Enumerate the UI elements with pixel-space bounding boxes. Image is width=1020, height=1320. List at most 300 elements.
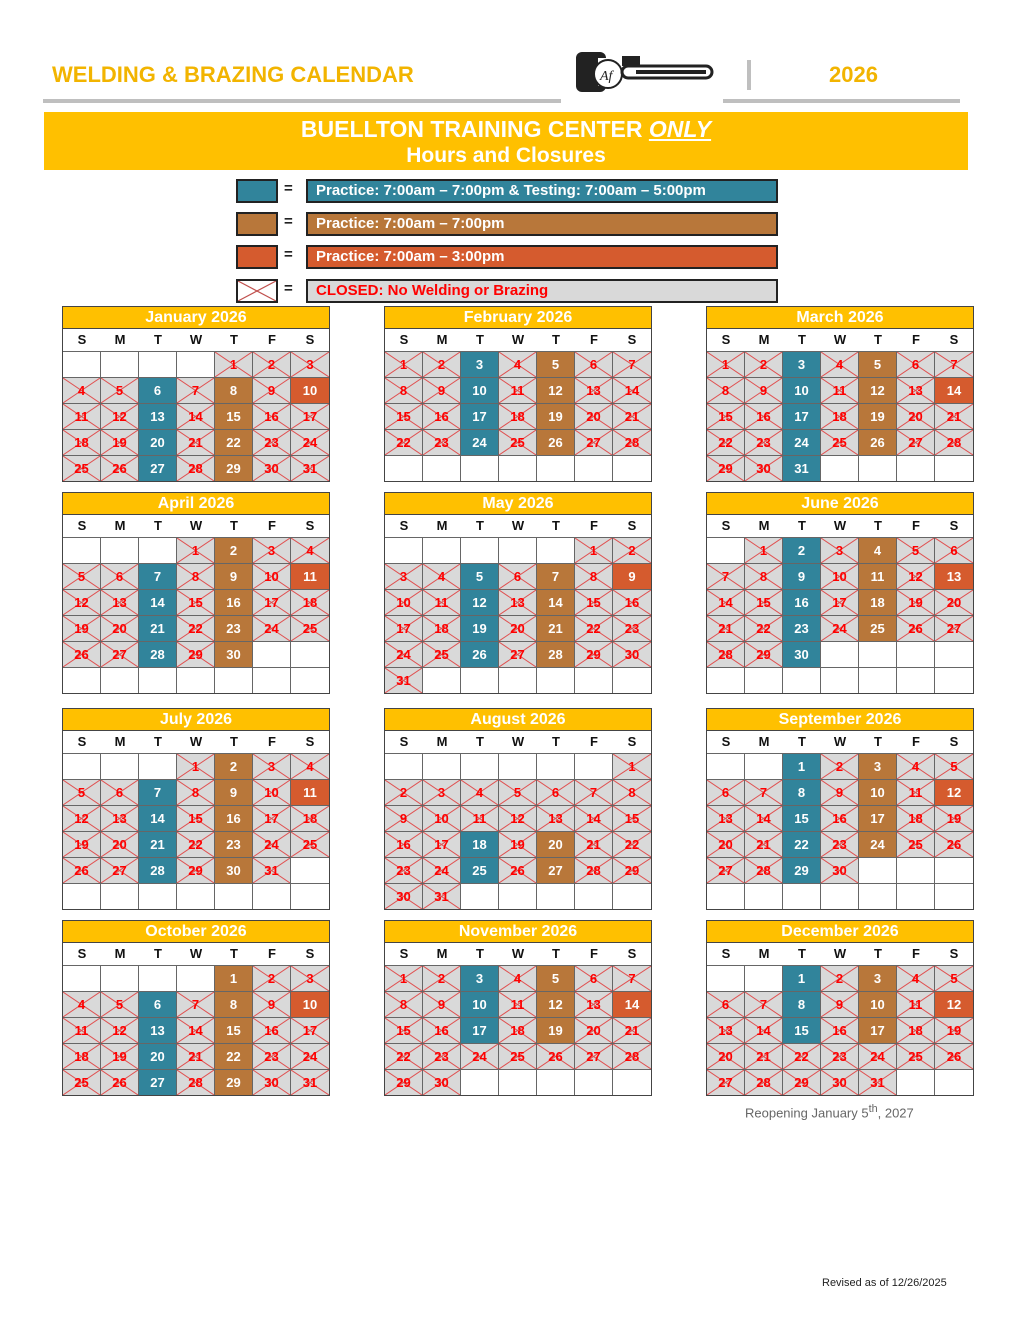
weekday-header xyxy=(706,942,974,965)
day-cell-closed xyxy=(575,1017,613,1043)
day-cell-closed xyxy=(423,965,461,991)
day-cell-closed xyxy=(253,991,291,1017)
empty-day-cell xyxy=(537,753,575,779)
day-cell-closed xyxy=(101,615,139,641)
day-cell-orange xyxy=(291,563,329,589)
day-number: 8 xyxy=(191,785,200,800)
day-number: 28 xyxy=(188,461,203,476)
day-number: 3 xyxy=(797,357,806,372)
weekday-label: T xyxy=(783,942,821,965)
day-cell-brown xyxy=(537,991,575,1017)
day-number: 18 xyxy=(434,621,449,636)
day-number: 28 xyxy=(624,1049,640,1064)
day-cell-closed xyxy=(745,563,783,589)
day-number: 8 xyxy=(721,383,730,398)
day-cell-closed xyxy=(177,641,215,667)
legend-swatch-closed xyxy=(236,279,278,303)
day-cell-closed xyxy=(291,537,329,563)
day-cell-closed xyxy=(499,641,537,667)
empty-day-cell xyxy=(745,667,783,693)
month-title: July 2026 xyxy=(62,708,330,730)
day-cell-closed xyxy=(423,403,461,429)
day-cell-closed xyxy=(177,857,215,883)
day-number: 21 xyxy=(756,1049,771,1064)
day-cell-brown xyxy=(859,563,897,589)
day-number: 23 xyxy=(226,837,241,852)
day-cell-orange xyxy=(935,377,973,403)
weekday-label: W xyxy=(821,328,859,351)
day-number: 3 xyxy=(437,785,446,800)
day-number: 1 xyxy=(191,543,200,558)
empty-day-cell xyxy=(63,537,101,563)
day-number: 17 xyxy=(302,409,318,424)
day-cell-orange xyxy=(291,779,329,805)
weekday-header xyxy=(384,730,652,753)
day-cell-teal xyxy=(783,563,821,589)
day-cell-brown xyxy=(215,831,253,857)
day-number: 11 xyxy=(832,383,847,398)
empty-day-cell xyxy=(935,883,973,909)
day-cell-closed xyxy=(935,831,973,857)
day-number: 22 xyxy=(624,837,640,852)
day-number: 20 xyxy=(548,837,563,852)
day-number: 30 xyxy=(434,1075,449,1090)
day-number: 12 xyxy=(548,997,563,1012)
day-cell-teal xyxy=(461,1017,499,1043)
day-cell-closed xyxy=(897,377,935,403)
month-calendar xyxy=(62,492,330,694)
day-number: 21 xyxy=(188,435,203,450)
day-number: 3 xyxy=(873,759,882,774)
day-cell-closed xyxy=(101,831,139,857)
day-cell-closed xyxy=(935,965,973,991)
day-number: 24 xyxy=(434,863,449,878)
weekday-label: W xyxy=(499,328,537,351)
weekday-label: T xyxy=(139,942,177,965)
day-number: 11 xyxy=(510,997,525,1012)
day-number: 29 xyxy=(188,647,203,662)
empty-day-cell xyxy=(423,667,461,693)
empty-day-cell xyxy=(575,667,613,693)
day-number: 11 xyxy=(510,383,525,398)
day-cell-brown xyxy=(537,857,575,883)
weekday-label: T xyxy=(139,514,177,537)
weekday-label: W xyxy=(499,730,537,753)
weekday-label: T xyxy=(859,328,897,351)
empty-day-cell xyxy=(139,965,177,991)
day-number: 20 xyxy=(946,595,962,610)
empty-day-cell xyxy=(537,455,575,481)
day-number: 6 xyxy=(911,357,920,372)
day-cell-closed xyxy=(499,377,537,403)
day-cell-closed xyxy=(575,377,613,403)
weekday-label: F xyxy=(575,942,613,965)
revised-note: Revised as of 12/26/2025 xyxy=(822,1277,947,1289)
day-number: 20 xyxy=(150,1049,165,1064)
day-cell-closed xyxy=(745,351,783,377)
weekday-header xyxy=(384,942,652,965)
day-number: 11 xyxy=(908,785,923,800)
day-cell-teal xyxy=(461,589,499,615)
day-cell-closed xyxy=(935,805,973,831)
day-number: 26 xyxy=(946,837,962,852)
day-cell-closed xyxy=(177,377,215,403)
day-number: 10 xyxy=(264,785,279,800)
empty-day-cell xyxy=(613,667,651,693)
day-cell-closed xyxy=(215,351,253,377)
day-number: 7 xyxy=(589,785,598,800)
day-cell-orange xyxy=(291,991,329,1017)
day-cell-closed xyxy=(707,429,745,455)
day-cell-closed xyxy=(613,779,651,805)
day-number: 2 xyxy=(399,785,408,800)
day-number: 4 xyxy=(513,357,522,372)
day-number: 12 xyxy=(112,1023,127,1038)
day-cell-closed xyxy=(253,857,291,883)
weekday-label: T xyxy=(139,730,177,753)
day-cell-closed xyxy=(385,667,423,693)
day-cell-closed xyxy=(63,1017,101,1043)
day-number: 22 xyxy=(718,435,733,450)
month-calendar xyxy=(384,708,652,910)
empty-day-cell xyxy=(745,883,783,909)
day-number: 23 xyxy=(756,435,771,450)
day-number: 26 xyxy=(908,621,923,636)
legend-text-closed: CLOSED: No Welding or Brazing xyxy=(306,279,778,303)
weekday-label: S xyxy=(613,730,651,753)
day-number: 25 xyxy=(74,461,89,476)
weekday-label: S xyxy=(935,328,973,351)
day-number: 27 xyxy=(946,621,962,636)
day-number: 25 xyxy=(870,621,885,636)
weekday-label: F xyxy=(253,514,291,537)
day-cell-brown xyxy=(859,831,897,857)
day-number: 15 xyxy=(226,409,241,424)
day-cell-teal xyxy=(461,615,499,641)
day-number: 6 xyxy=(153,997,162,1012)
day-cell-closed xyxy=(101,779,139,805)
day-number: 15 xyxy=(624,811,640,826)
day-cell-closed xyxy=(935,1017,973,1043)
day-cell-teal xyxy=(783,641,821,667)
weekday-label: T xyxy=(215,328,253,351)
weekday-label: M xyxy=(423,942,461,965)
day-cell-closed xyxy=(783,1043,821,1069)
day-cell-closed xyxy=(291,1017,329,1043)
day-number: 1 xyxy=(191,759,200,774)
empty-day-cell xyxy=(707,965,745,991)
day-cell-closed xyxy=(177,831,215,857)
day-number: 16 xyxy=(624,595,640,610)
day-cell-closed xyxy=(613,377,651,403)
day-number: 29 xyxy=(794,863,809,878)
weekday-label: T xyxy=(461,730,499,753)
day-cell-closed xyxy=(575,805,613,831)
day-number: 6 xyxy=(589,357,598,372)
empty-day-cell xyxy=(537,537,575,563)
day-number: 23 xyxy=(434,435,449,450)
day-cell-closed xyxy=(385,1043,423,1069)
legend-equals: = xyxy=(284,246,293,263)
day-cell-closed xyxy=(253,403,291,429)
empty-day-cell xyxy=(253,883,291,909)
weekday-label: S xyxy=(63,328,101,351)
day-number: 5 xyxy=(551,971,560,986)
empty-day-cell xyxy=(101,667,139,693)
day-number: 7 xyxy=(759,997,768,1012)
day-cell-closed xyxy=(897,779,935,805)
weekday-label: S xyxy=(63,514,101,537)
day-cell-teal xyxy=(139,455,177,481)
empty-day-cell xyxy=(575,1069,613,1095)
day-cell-closed xyxy=(745,991,783,1017)
day-number: 7 xyxy=(628,357,636,372)
day-cell-teal xyxy=(139,1069,177,1095)
day-number: 19 xyxy=(112,435,127,450)
weekday-label: W xyxy=(177,328,215,351)
legend-equals: = xyxy=(284,213,293,230)
day-number: 21 xyxy=(188,1049,203,1064)
legend-text-orange: Practice: 7:00am – 3:00pm xyxy=(306,245,778,269)
day-number: 4 xyxy=(835,357,844,372)
empty-day-cell xyxy=(935,1069,973,1095)
day-cell-closed xyxy=(821,991,859,1017)
day-cell-closed xyxy=(821,1069,859,1095)
day-number: 30 xyxy=(264,461,279,476)
day-number: 3 xyxy=(306,971,314,986)
day-cell-closed xyxy=(897,753,935,779)
day-cell-closed xyxy=(385,563,423,589)
weekday-label: T xyxy=(859,942,897,965)
day-cell-closed xyxy=(291,805,329,831)
day-cell-closed xyxy=(253,429,291,455)
legend-row-brown xyxy=(236,212,776,236)
day-grid xyxy=(62,351,330,482)
day-number: 13 xyxy=(946,569,962,584)
day-number: 20 xyxy=(718,837,733,852)
day-cell-closed xyxy=(253,753,291,779)
day-cell-brown xyxy=(215,429,253,455)
day-cell-teal xyxy=(783,403,821,429)
day-number: 7 xyxy=(950,357,958,372)
weekday-label: M xyxy=(423,514,461,537)
day-cell-brown xyxy=(537,351,575,377)
day-cell-closed xyxy=(745,377,783,403)
day-number: 28 xyxy=(756,863,771,878)
day-number: 25 xyxy=(74,1075,89,1090)
day-cell-closed xyxy=(101,641,139,667)
day-number: 31 xyxy=(302,461,318,476)
weekday-label: W xyxy=(821,730,859,753)
day-cell-closed xyxy=(745,1043,783,1069)
day-number: 8 xyxy=(589,569,598,584)
legend-text-brown: Practice: 7:00am – 7:00pm xyxy=(306,212,778,236)
day-cell-closed xyxy=(707,1043,745,1069)
day-cell-closed xyxy=(63,779,101,805)
day-number: 27 xyxy=(112,647,127,662)
weekday-label: T xyxy=(461,328,499,351)
weekday-header xyxy=(706,730,974,753)
day-number: 9 xyxy=(835,785,844,800)
day-cell-closed xyxy=(821,831,859,857)
empty-day-cell xyxy=(139,667,177,693)
day-number: 1 xyxy=(759,543,768,558)
day-cell-closed xyxy=(935,1043,973,1069)
day-cell-closed xyxy=(385,779,423,805)
day-cell-closed xyxy=(253,1043,291,1069)
day-number: 22 xyxy=(396,435,411,450)
weekday-label: T xyxy=(215,942,253,965)
day-cell-closed xyxy=(385,805,423,831)
day-number: 19 xyxy=(946,1023,962,1038)
day-cell-teal xyxy=(783,351,821,377)
day-number: 24 xyxy=(302,1049,318,1064)
day-number: 30 xyxy=(226,647,241,662)
weekday-label: S xyxy=(385,514,423,537)
day-number: 26 xyxy=(74,863,89,878)
day-cell-closed xyxy=(499,589,537,615)
day-cell-closed xyxy=(177,615,215,641)
month-calendar xyxy=(384,306,652,482)
weekday-label: W xyxy=(821,514,859,537)
empty-day-cell xyxy=(139,537,177,563)
day-number: 29 xyxy=(624,863,640,878)
day-cell-closed xyxy=(935,403,973,429)
empty-day-cell xyxy=(707,753,745,779)
day-cell-teal xyxy=(139,615,177,641)
day-number: 19 xyxy=(548,409,563,424)
day-cell-closed xyxy=(423,831,461,857)
day-number: 16 xyxy=(794,595,809,610)
day-cell-closed xyxy=(821,563,859,589)
empty-day-cell xyxy=(745,753,783,779)
day-cell-teal xyxy=(783,753,821,779)
day-cell-closed xyxy=(177,779,215,805)
day-number: 6 xyxy=(153,383,162,398)
day-cell-closed xyxy=(935,589,973,615)
day-number: 10 xyxy=(396,595,411,610)
day-number: 19 xyxy=(548,1023,563,1038)
day-cell-closed xyxy=(613,403,651,429)
month-calendar xyxy=(706,492,974,694)
day-cell-closed xyxy=(745,805,783,831)
day-cell-closed xyxy=(63,589,101,615)
day-cell-closed xyxy=(613,753,651,779)
empty-day-cell xyxy=(613,455,651,481)
day-number: 5 xyxy=(77,569,86,584)
day-cell-closed xyxy=(897,965,935,991)
day-cell-closed xyxy=(423,883,461,909)
day-number: 5 xyxy=(475,569,484,584)
weekday-label: W xyxy=(177,730,215,753)
day-cell-closed xyxy=(821,615,859,641)
weekday-header xyxy=(706,328,974,351)
day-number: 1 xyxy=(797,971,806,986)
day-number: 28 xyxy=(150,647,165,662)
day-cell-brown xyxy=(859,991,897,1017)
day-number: 17 xyxy=(794,409,809,424)
day-number: 16 xyxy=(756,409,771,424)
empty-day-cell xyxy=(707,537,745,563)
day-cell-closed xyxy=(385,857,423,883)
day-number: 27 xyxy=(908,435,923,450)
weekday-label: T xyxy=(537,942,575,965)
empty-day-cell xyxy=(575,753,613,779)
weekday-label: T xyxy=(215,514,253,537)
weekday-label: S xyxy=(291,942,329,965)
day-cell-brown xyxy=(537,377,575,403)
day-cell-closed xyxy=(613,831,651,857)
day-cell-closed xyxy=(707,1069,745,1095)
day-number: 5 xyxy=(950,971,958,986)
day-cell-brown xyxy=(537,563,575,589)
day-number: 17 xyxy=(472,1023,487,1038)
empty-day-cell xyxy=(499,455,537,481)
day-number: 2 xyxy=(759,357,768,372)
day-number: 9 xyxy=(437,383,446,398)
day-cell-brown xyxy=(215,589,253,615)
day-cell-teal xyxy=(783,805,821,831)
day-number: 1 xyxy=(589,543,598,558)
day-cell-closed xyxy=(63,641,101,667)
empty-day-cell xyxy=(707,667,745,693)
day-number: 14 xyxy=(150,811,165,826)
month-calendar xyxy=(706,708,974,910)
day-cell-closed xyxy=(177,403,215,429)
day-number: 28 xyxy=(150,863,165,878)
day-cell-closed xyxy=(177,537,215,563)
empty-day-cell xyxy=(461,455,499,481)
day-number: 29 xyxy=(794,1075,809,1090)
month-title: March 2026 xyxy=(706,306,974,328)
day-number: 11 xyxy=(434,595,449,610)
weekday-header xyxy=(62,328,330,351)
day-number: 30 xyxy=(396,889,411,904)
day-number: 1 xyxy=(721,357,730,372)
day-number: 25 xyxy=(908,1049,923,1064)
day-grid xyxy=(706,753,974,910)
month-calendar xyxy=(706,306,974,482)
weekday-label: F xyxy=(897,730,935,753)
empty-day-cell xyxy=(537,1069,575,1095)
day-number: 12 xyxy=(112,409,127,424)
day-number: 12 xyxy=(510,811,525,826)
weekday-label: T xyxy=(783,328,821,351)
empty-day-cell xyxy=(935,641,973,667)
day-number: 17 xyxy=(302,1023,318,1038)
day-cell-closed xyxy=(253,377,291,403)
day-number: 3 xyxy=(835,543,844,558)
day-number: 2 xyxy=(437,357,446,372)
day-cell-closed xyxy=(291,965,329,991)
day-number: 26 xyxy=(112,461,127,476)
day-number: 5 xyxy=(513,785,522,800)
empty-day-cell xyxy=(63,965,101,991)
weekday-label: S xyxy=(707,942,745,965)
day-cell-closed xyxy=(859,1043,897,1069)
day-cell-closed xyxy=(897,615,935,641)
day-number: 19 xyxy=(74,837,89,852)
day-number: 21 xyxy=(718,621,733,636)
day-number: 8 xyxy=(759,569,768,584)
empty-day-cell xyxy=(101,965,139,991)
day-cell-teal xyxy=(783,965,821,991)
weekday-label: T xyxy=(859,514,897,537)
day-cell-closed xyxy=(499,429,537,455)
month-calendar xyxy=(62,920,330,1096)
day-number: 11 xyxy=(303,785,317,800)
day-number: 24 xyxy=(472,435,487,450)
